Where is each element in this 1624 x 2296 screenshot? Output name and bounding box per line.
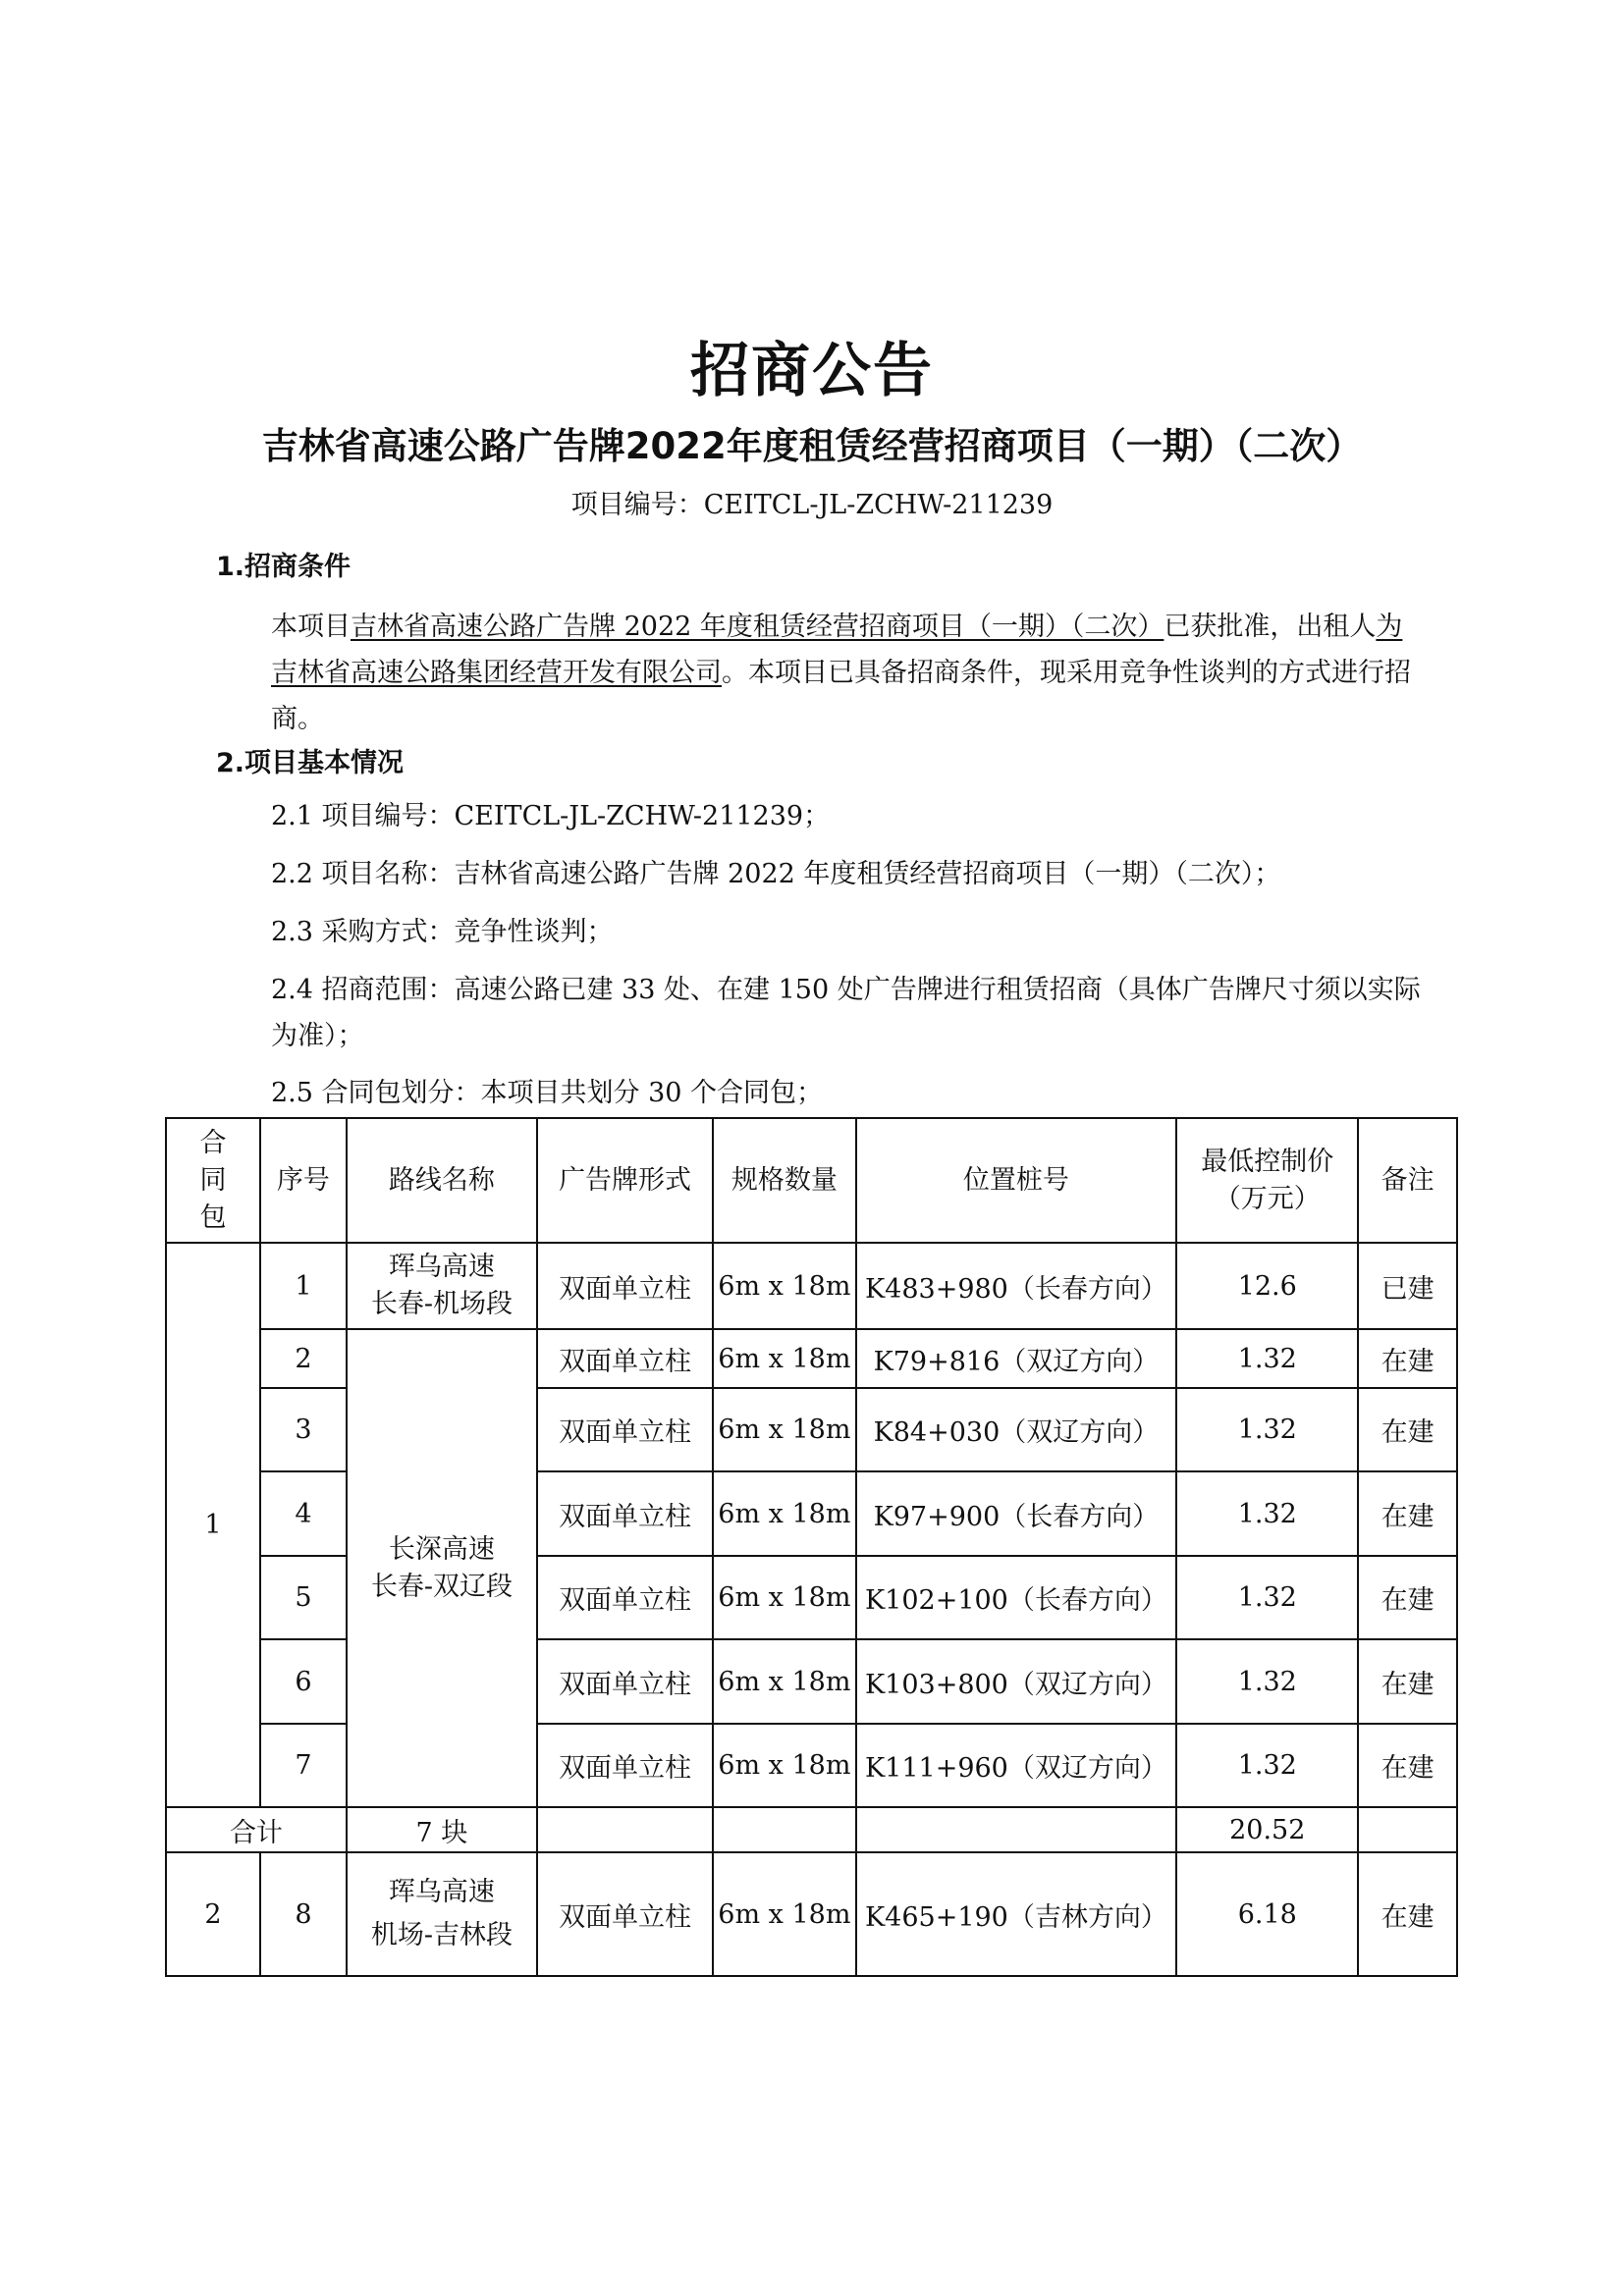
item-2-1: 2.1 项目编号：CEITCL-JL-ZCHW-211239； xyxy=(271,801,831,831)
table-row: 2 长深高速 长春-双辽段 双面单立柱 6m x 18m K79+816（双辽方向） 1.32 在建 xyxy=(166,1329,1457,1388)
item-2-4: 2.4 招商范围：高速公路已建 33 处、在建 150 处广告牌进行租赁招商（具体广告牌尺寸须以实际为准）； xyxy=(271,975,1421,1051)
project-name-underlined: 吉林省高速公路广告牌 2022 年度租赁经营招商项目（一期）（二次） xyxy=(351,612,1164,642)
package-2-cell: 2 xyxy=(166,1852,260,1976)
section-1-paragraph: 本项目吉林省高速公路广告牌 2022 年度租赁经营招商项目（一期）（二次）已获批准，出租人为吉林省高速公路集团经营开发有限公司。本项目已具备招商条件，现采用竞争性谈判的方式进行招商。 xyxy=(271,612,1411,734)
section-1-heading: 1.招商条件 xyxy=(216,552,352,582)
header-spec: 规格数量 xyxy=(713,1118,855,1243)
item-2-3: 2.3 采购方式：竞争性谈判； xyxy=(271,917,614,947)
item-2-5: 2.5 合同包划分：本项目共划分 30 个合同包； xyxy=(271,1078,824,1108)
project-code-line: 项目编号：CEITCL-JL-ZCHW-211239 xyxy=(570,490,1054,520)
header-remark: 备注 xyxy=(1358,1118,1457,1243)
header-form: 广告牌形式 xyxy=(537,1118,713,1243)
table-row: 6 双面单立柱 6m x 18m K103+800（双辽方向） 1.32 在建 xyxy=(166,1639,1457,1724)
route-cell: 珲乌高速 长春-机场段 xyxy=(347,1243,537,1329)
table-row: 4 双面单立柱 6m x 18m K97+900（长春方向） 1.32 在建 xyxy=(166,1471,1457,1556)
table-header-row xyxy=(166,1118,1457,1243)
header-seq: 序号 xyxy=(260,1118,347,1243)
table-row: 3 双面单立柱 6m x 18m K84+030（双辽方向） 1.32 在建 xyxy=(166,1388,1457,1471)
billboard-table xyxy=(165,1117,1458,1977)
header-min-price: 最低控制价 （万元） xyxy=(1176,1118,1358,1243)
package-1-cell: 1 xyxy=(166,1243,260,1807)
header-route: 路线名称 xyxy=(347,1118,537,1243)
table-row: 1 1 珲乌高速 长春-机场段 双面单立柱 6m x 18m K483+980（长春方向） 12.6 已建 xyxy=(166,1243,1457,1329)
header-location: 位置桩号 xyxy=(856,1118,1177,1243)
page-title: 招商公告 xyxy=(690,337,934,405)
route-cell: 珲乌高速 机场-吉林段 xyxy=(347,1852,537,1976)
route-cell: 长深高速 长春-双辽段 xyxy=(347,1329,537,1807)
section-2-heading: 2.项目基本情况 xyxy=(216,748,405,778)
table-row: 5 双面单立柱 6m x 18m K102+100（长春方向） 1.32 在建 xyxy=(166,1556,1457,1639)
subtotal-label: 合计 xyxy=(166,1807,347,1852)
subtotal-count: 7 块 xyxy=(347,1807,537,1852)
project-subtitle: 吉林省高速公路广告牌2022年度租赁经营招商项目（一期）（二次） xyxy=(261,425,1363,467)
lessor-name-underlined: 为吉林省高速公路集团经营开发有限公司 xyxy=(271,612,1403,688)
table-row: 2 8 珲乌高速 机场-吉林段 双面单立柱 6m x 18m K465+190（吉林方向） 6.18 在建 xyxy=(166,1852,1457,1976)
subtotal-price: 20.52 xyxy=(1176,1807,1358,1852)
item-2-2: 2.2 项目名称：吉林省高速公路广告牌 2022 年度租赁经营招商项目（一期）（二次）； xyxy=(271,859,1281,889)
table-row: 7 双面单立柱 6m x 18m K111+960（双辽方向） 1.32 在建 xyxy=(166,1724,1457,1807)
header-package: 合同包 xyxy=(166,1118,260,1243)
subtotal-row xyxy=(166,1807,1457,1852)
